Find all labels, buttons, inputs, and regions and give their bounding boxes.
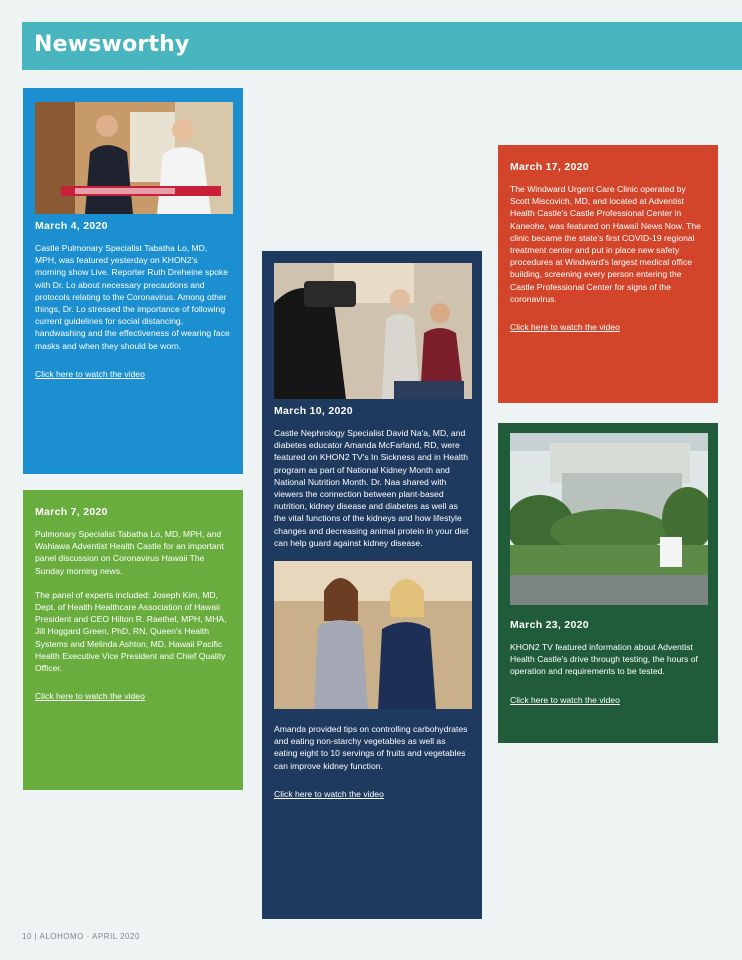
news-photo-testing-site — [510, 433, 708, 605]
news-date: March 7, 2020 — [35, 506, 108, 518]
news-photo-two-women — [274, 561, 472, 709]
news-body: Castle Nephrology Specialist David Na'a, MD, and diabetes educator Amanda McFarland, RD, were featured on KHON2 TV's In Sickness and in Health program as part of National Kidney Month and National Nutrition Month. Dr. Naa shared with viewers the connection between plant-based nutrition, kidney disease and diabetes as well as the vital functions of the kidneys and how lifestyle changes and decreasing animal protein in your diet can help guard against kidney disease. — [274, 428, 469, 548]
news-card-march-7 — [23, 490, 243, 790]
page-title: Newsworthy — [34, 32, 190, 57]
news-card-march-17 — [498, 145, 718, 403]
news-card-march-10 — [262, 251, 482, 919]
news-body: Amanda provided tips on controlling carbohydrates and eating non-starchy vegetables as well as eating eight to 10 servings of fruits and vegetables can improve kidney function. — [274, 724, 468, 771]
news-body: The panel of experts included: Joseph Kim, MD, Dept. of Health Healthcare Association of Hawaii President and CEO Hilton R. Raethel, MPH, MHA, Jill Hoggard Green, PhD, RN, Queen's Health Systems and Melinda Ashton, MD, Hawaii Pacific Health Executive Vice President and Chief Quality Officer. — [35, 589, 227, 674]
news-date: March 17, 2020 — [510, 161, 589, 173]
news-body: KHON2 TV featured information about Adventist Health Castle's drive through testing, the hours of operation and requirements to be tested. — [510, 642, 698, 677]
news-date: March 23, 2020 — [510, 619, 589, 631]
news-date: March 10, 2020 — [274, 405, 353, 417]
news-card-march-4 — [23, 88, 243, 474]
news-date: March 4, 2020 — [35, 220, 108, 232]
section-header — [22, 22, 742, 70]
news-body: Castle Pulmonary Specialist Tabatha Lo, MD, MPH, was featured yesterday on KHON2's morning show Live. Reporter Ruth Dreheine spoke with Dr. Lo about necessary precautions and protocols relating to the Coronavirus. Among other things, Dr. Lo stressed the importance of following current guidelines for social distancing, handwashing and the effectiveness of wearing face masks and when they should be worn. — [35, 243, 230, 351]
watch-video-link[interactable]: Click here to watch the video — [510, 694, 620, 705]
page-footer: 10 | ALOHOMO · APRIL 2020 — [22, 932, 140, 941]
news-card-march-23 — [498, 423, 718, 743]
news-body: The Windward Urgent Care Clinic operated by Scott Miscovich, MD, and located at Adventist Health Castle's Castle Professional Center in Kaneohe, was featured on Hawaii News Now. The clinic became the state's first COVID-19 regional treatment center and put in place new safety procedures at Windward's largest medical office building, screening every person entering the Castle Professional Center for signs of the coronavirus. — [510, 184, 701, 304]
news-body: Pulmonary Specialist Tabatha Lo, MD, MPH, and Wahiawa Adventist Health Castle for an important panel discussion on Coronavirus Hawaii The Sunday morning news. — [35, 529, 224, 576]
watch-video-link[interactable]: Click here to watch the video — [35, 368, 145, 379]
watch-video-link[interactable]: Click here to watch the video — [274, 788, 384, 799]
watch-video-link[interactable]: Click here to watch the video — [510, 322, 620, 333]
news-photo-doctor-interview — [35, 102, 233, 214]
watch-video-link[interactable]: Click here to watch the video — [35, 691, 145, 702]
news-photo-camera-crew — [274, 263, 472, 399]
